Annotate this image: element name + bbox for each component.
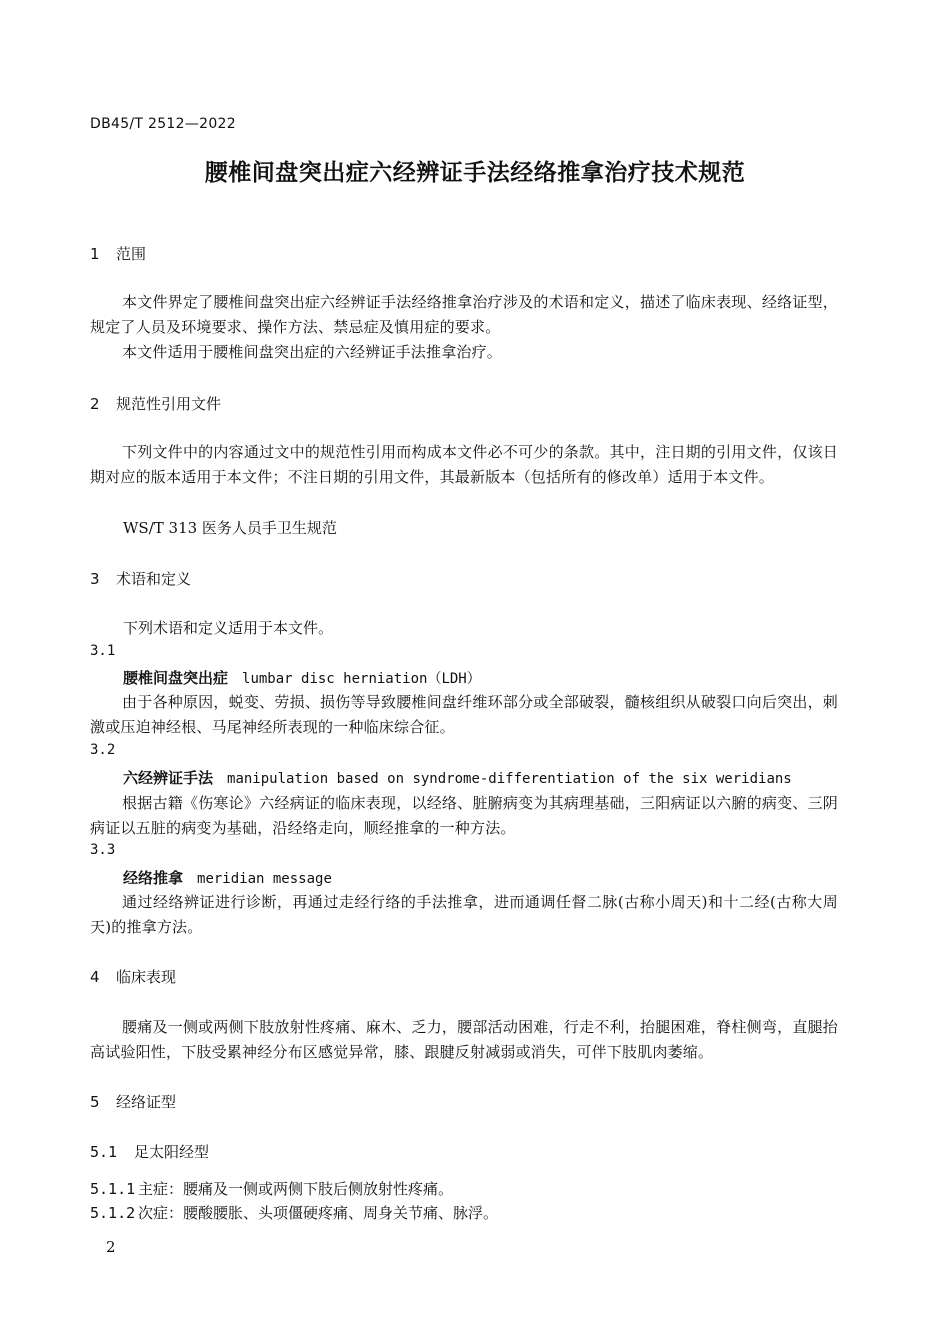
section-4-paragraph-1: 腰痛及一侧或两侧下肢放射性疼痛、麻木、乏力，腰部活动困难，行走不利，抬腿困难，脊柱侧弯，直腿抬高试验阳性，下肢受累神经分布区感觉异常，膝、跟腱反射减弱或消失，可伴下肢肌肉萎缩。 (90, 1018, 838, 1061)
term-chinese: 六经辨证手法 (123, 769, 214, 787)
subsection-number: 5.1 (90, 1143, 118, 1161)
term-english: manipulation based on syndrome-differentiation of the six weridians (227, 771, 792, 787)
section-2-heading (90, 393, 221, 414)
section-4-heading (90, 966, 176, 987)
section-title: 规范性引用文件 (116, 395, 222, 413)
term-heading (123, 867, 332, 888)
clause-text: 主症：腰痛及一侧或两侧下肢后侧放射性疼痛。 (138, 1180, 454, 1198)
term-chinese: 腰椎间盘突出症 (123, 669, 229, 687)
term-number: 3.2 (90, 742, 116, 758)
section-title: 临床表现 (116, 968, 177, 986)
section-number: 3 (90, 570, 100, 588)
clause-number: 5.1.1 (90, 1180, 136, 1198)
clause-text: 次症：腰酸腰胀、头项僵硬疼痛、周身关节痛、脉浮。 (138, 1204, 499, 1222)
section-3-heading (90, 568, 191, 589)
section-1-heading (90, 243, 146, 264)
section-title: 经络证型 (116, 1093, 177, 1111)
section-number: 2 (90, 395, 100, 413)
term-english: meridian message (197, 871, 332, 887)
term-definition: 由于各种原因，蜕变、劳损、损伤等导致腰椎间盘纤维环部分或全部破裂，髓核组织从破裂口向后突出，刺激或压迫神经根、马尾神经所表现的一种临床综合征。 (90, 693, 838, 736)
clause-5-1-1 (90, 1178, 453, 1199)
term-chinese: 经络推拿 (123, 869, 184, 887)
normative-reference: WS/T 313 医务人员手卫生规范 (123, 519, 337, 537)
section-number: 1 (90, 245, 100, 263)
section-number: 4 (90, 968, 100, 986)
term-definition: 根据古籍《伤寒论》六经病证的临床表现，以经络、脏腑病变为其病理基础，三阳病证以六腑的病变、三阴病证以五脏的病变为基础，沿经络走向，顺经推拿的一种方法。 (90, 794, 838, 837)
term-number: 3.3 (90, 842, 116, 858)
term-heading (123, 667, 481, 688)
terms-intro: 下列术语和定义适用于本文件。 (123, 619, 334, 637)
subsection-title: 足太阳经型 (134, 1143, 210, 1161)
document-title: 腰椎间盘突出症六经辨证手法经络推拿治疗技术规范 (204, 160, 746, 186)
section-1-paragraph-1: 本文件界定了腰椎间盘突出症六经辨证手法经络推拿治疗涉及的术语和定义，描述了临床表现、经络证型，规定了人员及环境要求、操作方法、禁忌症及慎用症的要求。 (90, 293, 838, 336)
section-2-paragraph-1: 下列文件中的内容通过文中的规范性引用而构成本文件必不可少的条款。其中，注日期的引用文件，仅该日期对应的版本适用于本文件；不注日期的引用文件，其最新版本（包括所有的修改单）适用于本文件。 (90, 443, 838, 486)
section-1-paragraph-2: 本文件适用于腰椎间盘突出症的六经辨证手法推拿治疗。 (122, 343, 503, 361)
document-code: DB45/T 2512—2022 (90, 116, 236, 132)
section-title: 范围 (116, 245, 147, 263)
term-definition: 通过经络辨证进行诊断，再通过走经行络的手法推拿，进而通调任督二脉(古称小周天)和十二经(古称大周天)的推拿方法。 (90, 893, 838, 936)
section-number: 5 (90, 1093, 100, 1111)
section-5-heading (90, 1091, 176, 1112)
clause-5-1-2 (90, 1202, 498, 1223)
term-heading (123, 767, 792, 788)
clause-number: 5.1.2 (90, 1204, 136, 1222)
term-english: lumbar disc herniation（LDH） (242, 671, 481, 687)
subsection-5-1-heading (90, 1141, 209, 1162)
term-number: 3.1 (90, 643, 116, 659)
section-title: 术语和定义 (116, 570, 192, 588)
page-number: 2 (106, 1238, 116, 1256)
